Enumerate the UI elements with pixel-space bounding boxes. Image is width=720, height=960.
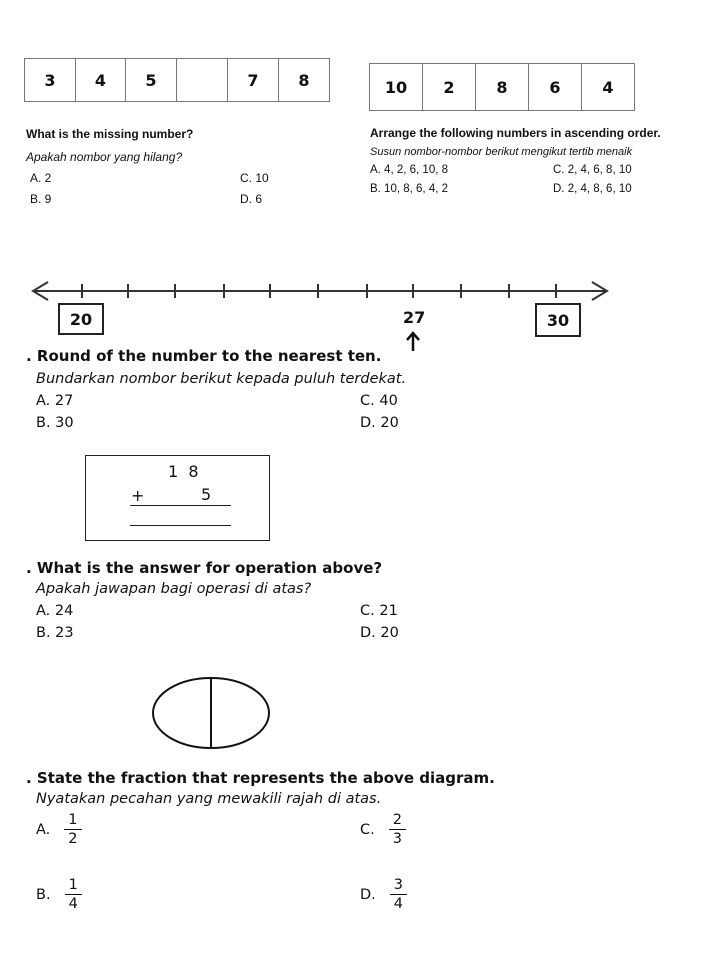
addition-bottom-number: 5	[201, 485, 212, 504]
fraction-numerator: 3	[390, 877, 407, 895]
fraction	[65, 877, 82, 912]
q2-question: Arrange the following numbers in ascending order.	[370, 126, 661, 140]
q5-question: . State the fraction that represents the above diagram.	[26, 769, 495, 787]
number-line	[28, 276, 613, 312]
q1-option-d[interactable]: D. 6	[240, 192, 263, 206]
addition-operator: +	[131, 486, 145, 505]
number-line-right-label: 30	[535, 303, 581, 337]
q3-option-a[interactable]: A. 27	[36, 393, 74, 409]
q3-option-c[interactable]: C. 40	[360, 393, 398, 409]
q3-option-d[interactable]: D. 20	[360, 415, 399, 431]
q4-question-ms: Apakah jawapan bagi operasi di atas?	[36, 581, 312, 597]
q1-question: What is the missing number?	[26, 127, 194, 141]
q2-question-ms: Susun nombor-nombor berikut mengikut tertib menaik	[370, 146, 633, 158]
fraction	[64, 812, 81, 847]
sequence-cell: 7	[228, 59, 279, 101]
q5-option-b[interactable]	[36, 877, 82, 912]
sequence-cell: 10	[370, 64, 423, 110]
q4-option-d[interactable]: D. 20	[360, 625, 399, 641]
q3-option-b[interactable]: B. 30	[36, 415, 74, 431]
fraction-numerator: 2	[389, 812, 406, 830]
addition-top-number: 1 8	[168, 462, 199, 481]
addition-line	[130, 505, 231, 506]
fraction-numerator: 1	[64, 812, 81, 830]
q2-option-d[interactable]: D. 2, 4, 8, 6, 10	[553, 183, 632, 195]
fraction-denominator: 3	[392, 831, 402, 847]
sequence-cell-blank	[177, 59, 228, 101]
q5-option-c[interactable]	[360, 812, 406, 847]
up-arrow-icon	[405, 330, 421, 352]
q3-question: . Round of the number to the nearest ten.	[26, 347, 382, 365]
q4-option-a[interactable]: A. 24	[36, 603, 74, 619]
sequence-cell: 8	[476, 64, 529, 110]
fraction	[390, 877, 407, 912]
fraction-numerator: 1	[65, 877, 82, 895]
q1-option-a[interactable]: A. 2	[30, 171, 52, 185]
sequence-cell: 8	[298, 70, 310, 90]
fraction-denominator: 4	[393, 896, 404, 912]
number-line-left-label: 20	[58, 303, 104, 335]
option-letter: C.	[360, 821, 375, 838]
q1-option-b[interactable]: B. 9	[30, 192, 52, 206]
q1-option-c[interactable]: C. 10	[240, 171, 269, 185]
number-line-marked-value: 27	[403, 308, 426, 327]
fraction-denominator: 4	[68, 896, 78, 912]
option-letter: D.	[360, 886, 376, 903]
sequence-cell: 6	[529, 64, 582, 110]
sequence-cell: 2	[423, 64, 476, 110]
q2-option-a[interactable]: A. 4, 2, 6, 10, 8	[370, 164, 448, 176]
fraction-denominator: 2	[68, 831, 78, 847]
sequence-cell: 5	[126, 59, 177, 101]
q3-question-ms: Bundarkan nombor berikut kepada puluh terdekat.	[36, 371, 407, 387]
addition-box	[85, 455, 270, 541]
option-letter: A.	[36, 821, 51, 838]
sequence-cell: 4	[76, 59, 126, 101]
halved-circle-diagram	[150, 675, 272, 751]
q1-question-ms: Apakah nombor yang hilang?	[26, 150, 183, 164]
q4-option-b[interactable]: B. 23	[36, 625, 74, 641]
sequence-cell: 4	[602, 77, 614, 97]
q4-option-c[interactable]: C. 21	[360, 603, 398, 619]
q2-sequence	[369, 63, 635, 111]
sequence-cell: 3	[25, 59, 76, 101]
q1-sequence	[24, 58, 330, 102]
q5-option-d[interactable]	[360, 877, 407, 912]
q5-option-a[interactable]	[36, 812, 82, 847]
q4-question: . What is the answer for operation above?	[26, 559, 383, 577]
answer-line	[130, 525, 231, 526]
q5-question-ms: Nyatakan pecahan yang mewakili rajah di atas.	[36, 791, 382, 807]
q2-option-b[interactable]: B. 10, 8, 6, 4, 2	[370, 183, 448, 195]
q2-option-c[interactable]: C. 2, 4, 6, 8, 10	[553, 164, 632, 176]
option-letter: B.	[36, 886, 51, 903]
fraction	[389, 812, 406, 847]
